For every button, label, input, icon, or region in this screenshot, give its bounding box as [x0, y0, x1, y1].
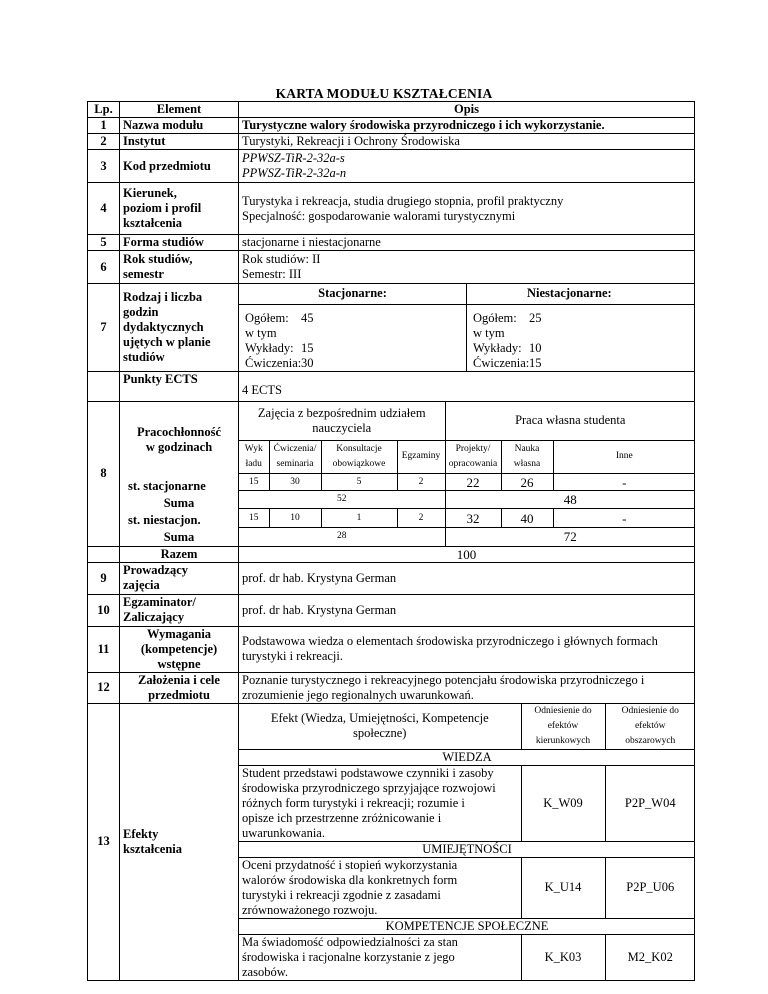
workload-col-header-cell-2: Konsultacje obowiązkowe: [321, 440, 397, 473]
competences-outcome-line: zasobów.: [242, 964, 289, 979]
workload-stationary-row: [239, 473, 695, 490]
area-ref-header: [605, 704, 695, 750]
section-knowledge: WIEDZA: [239, 749, 695, 765]
workload-columns-row: [239, 440, 695, 473]
knowledge-outcome: [239, 765, 521, 841]
value-requirements: [239, 626, 695, 672]
workload-niestac-cell-5: 40: [501, 509, 553, 527]
workload-niestac-cell-4: 32: [445, 509, 501, 527]
value-field-2: Specjalność: gospodarowanie walorami turystycznymi: [242, 208, 516, 223]
label-teacher: [120, 562, 239, 594]
label-hours: [120, 284, 239, 372]
lp-13: 13: [88, 703, 120, 980]
label-sum-nonstationary: Suma: [163, 529, 195, 544]
stac-exercises-value: 30: [301, 355, 314, 370]
stac-sum-direct: 52: [239, 491, 445, 509]
knowledge-outcome-line: uwarunkowania.: [242, 825, 325, 840]
header-direct-contact: Zajęcia z bezpośrednim udziałem nauczyciela: [239, 402, 445, 441]
row-9: [88, 562, 695, 594]
niestac-exercises-label: Ćwiczenia:: [473, 355, 530, 370]
stac-total-label: Ogółem:: [245, 310, 289, 325]
skills-field-ref: K_U14: [521, 857, 605, 918]
workload-stac-cell-1: 30: [269, 473, 321, 490]
competences-outcome-line: Ma świadomość odpowiedzialności za stan: [242, 934, 458, 949]
label-examiner-1: Egzaminator/: [123, 595, 196, 609]
value-total: 100: [239, 546, 695, 562]
label-field-2: poziom i profil: [123, 201, 202, 215]
outcome-header: [239, 704, 521, 750]
stationary-header: Stacjonarne:: [239, 284, 467, 304]
lp-11: 11: [88, 626, 120, 672]
skills-outcome: [239, 857, 521, 918]
lp-2: 2: [88, 134, 120, 150]
label-goals: [120, 672, 239, 703]
lp-12: 12: [88, 672, 120, 703]
module-card-table: [87, 101, 695, 981]
lp-ects: [88, 371, 120, 401]
workload-stac-cell-6: -: [553, 473, 695, 490]
niestac-total-label: Ogółem:: [473, 310, 517, 325]
row-10: [88, 594, 695, 626]
lp-9: 9: [88, 562, 120, 594]
area-ref-header-2: efektów: [634, 720, 666, 731]
row-razem: [88, 546, 695, 562]
label-requirements-3: wstępne: [157, 656, 201, 671]
workload-col-header-cell-5: Nauka własna: [501, 440, 553, 473]
competences-field-ref: K_K03: [521, 934, 605, 980]
knowledge-outcome-line: Student przedstawi podstawowe czynniki i zasoby: [242, 765, 494, 780]
lp-3: 3: [88, 150, 120, 183]
skills-outcome-line: walorów środowiska dla konkretnych form: [242, 872, 458, 887]
skills-outcome-line: zrównoważonego rozwoju.: [242, 902, 378, 917]
stac-lectures-value: 15: [301, 340, 314, 355]
label-hours-5: studiów: [123, 349, 165, 364]
label-sum-stationary: Suma: [163, 495, 195, 510]
hours-split-table: [239, 284, 694, 371]
workload-stac-cell-3: 2: [397, 473, 445, 490]
stac-exercises-label: Ćwiczenia:: [245, 355, 302, 370]
knowledge-outcome-line: opisze ich przestrzenne zróżnicowanie i: [242, 810, 442, 825]
label-hours-2: godzin: [123, 304, 159, 319]
competences-area-ref: M2_K02: [605, 934, 695, 980]
label-course-code: Kod przedmiotu: [120, 150, 239, 183]
label-stationary: st. stacjonarne: [128, 478, 206, 493]
lp-1: 1: [88, 118, 120, 134]
value-examiner: prof. dr hab. Krystyna German: [239, 594, 695, 626]
label-workload-2: w godzinach: [145, 440, 213, 454]
outcomes-grid: [239, 703, 695, 980]
value-goals-1: Poznanie turystycznego i rekreacyjnego potencjału środowiska przyrodniczego i: [242, 672, 645, 687]
label-requirements-1: Wymagania: [146, 626, 212, 641]
label-field: [120, 183, 239, 235]
label-hours-4: ujętych w planie: [123, 334, 211, 349]
header-lp: Lp.: [88, 102, 120, 118]
area-ref-header-1: Odniesienie do: [621, 705, 679, 716]
lp-4: 4: [88, 183, 120, 235]
nonstationary-hours: [467, 304, 695, 371]
label-study-form: Forma studiów: [120, 235, 239, 251]
skills-outcome-line: Oceni przydatność i stopień wykorzystania: [242, 857, 458, 872]
field-ref-header: [521, 704, 605, 750]
row-7: [88, 284, 695, 372]
lp-10: 10: [88, 594, 120, 626]
label-hours-3: dydaktycznych: [123, 319, 204, 334]
value-year-2: Semestr: III: [242, 267, 302, 281]
course-code-s: PPWSZ-TiR-2-32a-s: [242, 151, 345, 165]
header-row: [88, 102, 695, 118]
value-teacher: prof. dr hab. Krystyna German: [239, 562, 695, 594]
row-2: [88, 134, 695, 150]
workload-col-header-cell-6: Inne: [553, 440, 695, 473]
workload-col-header-cell-0: Wyk ładu: [239, 440, 269, 473]
workload-stac-cell-5: 26: [501, 473, 553, 490]
area-ref-header-3: obszarowych: [625, 735, 676, 746]
workload-niestac-cell-0: 15: [239, 509, 269, 527]
label-total: Razem: [120, 546, 239, 562]
document-title: KARTA MODUŁU KSZTAŁCENIA: [275, 86, 493, 101]
label-requirements-2: (kompetencje): [140, 641, 218, 656]
competences-outcome-line: środowiska i racjonalne korzystanie z jego: [242, 949, 455, 964]
label-outcomes-2: kształcenia: [123, 841, 183, 856]
label-module-name: Nazwa modułu: [120, 118, 239, 134]
skills-area-ref: P2P_U06: [605, 857, 695, 918]
stac-sum-own: 48: [445, 491, 695, 509]
label-field-3: kształcenia: [123, 216, 183, 230]
label-year: [120, 251, 239, 284]
value-institute: Turystyki, Rekreacji i Ochrony Środowiska: [239, 134, 695, 150]
knowledge-outcome-line: różnych form turystyki i rekreacji; rozumie i: [242, 795, 465, 810]
workload-col-header-cell-3: Egzaminy: [397, 440, 445, 473]
workload-nonstationary-row: [239, 509, 695, 527]
course-code-n: PPWSZ-TiR-2-32a-n: [242, 166, 347, 180]
value-hours: [239, 284, 695, 372]
value-field: [239, 183, 695, 235]
lp-razem: [88, 546, 120, 562]
value-year-1: Rok studiów: II: [242, 252, 321, 266]
competences-outcome: [239, 934, 521, 980]
label-nonstationary: st. niestacjon.: [128, 512, 201, 527]
label-requirements: [120, 626, 239, 672]
workload-stac-cell-2: 5: [321, 473, 397, 490]
workload-niestac-cell-3: 2: [397, 509, 445, 527]
row-ects: [88, 371, 695, 401]
value-goals-2: zrozumienie jego regionalnych uwarunkowań.: [242, 687, 474, 702]
workload-niestac-cell-1: 10: [269, 509, 321, 527]
outcomes-table: [239, 704, 695, 980]
workload-stac-cell-0: 15: [239, 473, 269, 490]
label-examiner: [120, 594, 239, 626]
knowledge-field-ref: K_W09: [521, 765, 605, 841]
value-field-1: Turystyka i rekreacja, studia drugiego stopnia, profil praktyczny: [242, 193, 564, 208]
niestac-exercises-value: 15: [529, 355, 542, 370]
outcome-header-1: Efekt (Wiedza, Umiejętności, Kompetencje: [270, 711, 489, 725]
nonstationary-header: Niestacjonarne:: [467, 284, 695, 304]
row-1: [88, 118, 695, 134]
header-own-work: Praca własna studenta: [445, 402, 695, 441]
value-study-form: stacjonarne i niestacjonarne: [239, 235, 695, 251]
skills-outcome-line: turystyki i rekreacji zgodnie z zasadami: [242, 887, 441, 902]
label-institute: Instytut: [120, 134, 239, 150]
row-11: [88, 626, 695, 672]
row-5: [88, 235, 695, 251]
label-teacher-1: Prowadzący: [123, 563, 189, 577]
row-4: [88, 183, 695, 235]
knowledge-area-ref: P2P_W04: [605, 765, 695, 841]
label-outcomes-1: Efekty: [123, 826, 159, 841]
label-workload: [120, 401, 239, 546]
niestac-lectures-label: Wykłady:: [473, 340, 522, 355]
value-course-code: [239, 150, 695, 183]
workload-table: [239, 402, 695, 546]
workload-niestac-cell-2: 1: [321, 509, 397, 527]
stac-lectures-label: Wykłady:: [245, 340, 294, 355]
label-goals-2: przedmiotu: [148, 687, 210, 702]
value-module-name: Turystyczne walory środowiska przyrodniczego i ich wykorzystanie.: [239, 118, 695, 134]
lp-7: 7: [88, 284, 120, 372]
field-ref-header-3: kierunkowych: [535, 735, 591, 746]
label-examiner-2: Zaliczający: [123, 610, 185, 624]
niestac-sum-direct: 28: [239, 527, 445, 545]
header-opis: Opis: [239, 102, 695, 118]
workload-col-header-cell-1: Ćwiczenia/ seminaria: [269, 440, 321, 473]
outcome-header-2: społeczne): [353, 726, 407, 740]
field-ref-header-1: Odniesienie do: [534, 705, 592, 716]
niestac-total-value: 25: [529, 310, 542, 325]
field-ref-header-2: efektów: [547, 720, 579, 731]
header-element: Element: [120, 102, 239, 118]
value-year: [239, 251, 695, 284]
section-competences: KOMPETENCJE SPOŁECZNE: [239, 918, 695, 934]
row-6: [88, 251, 695, 284]
section-skills: UMIEJĘTNOŚCI: [239, 841, 695, 857]
label-outcomes: [120, 703, 239, 980]
label-year-2: semestr: [123, 267, 164, 281]
row-8: [88, 401, 695, 546]
workload-col-header-cell-4: Projekty/ opracowania: [445, 440, 501, 473]
stac-including: w tym: [245, 325, 277, 340]
value-ects: 4 ECTS: [239, 371, 695, 401]
value-goals: [239, 672, 695, 703]
label-hours-1: Rodzaj i liczba: [123, 289, 203, 304]
row-13: [88, 703, 695, 980]
workload-stac-cell-4: 22: [445, 473, 501, 490]
lp-6: 6: [88, 251, 120, 284]
value-requirements-1: Podstawowa wiedza o elementach środowiska przyrodniczego i głównych formach: [242, 634, 658, 648]
label-field-1: Kierunek,: [123, 186, 177, 200]
label-teacher-2: zajęcia: [123, 578, 160, 592]
label-year-1: Rok studiów,: [123, 252, 193, 266]
knowledge-outcome-line: środowiska przyrodniczego sprzyjające rozwojowi: [242, 780, 496, 795]
label-ects: Punkty ECTS: [120, 371, 239, 401]
stationary-hours: [239, 304, 467, 371]
label-goals-1: Założenia i cele: [138, 672, 220, 687]
workload-niestac-cell-6: -: [553, 509, 695, 527]
niestac-sum-own: 72: [445, 527, 695, 545]
lp-8: 8: [88, 401, 120, 546]
workload-grid: [239, 401, 695, 546]
row-12: [88, 672, 695, 703]
value-requirements-2: turystyki i rekreacji.: [242, 649, 344, 663]
lp-5: 5: [88, 235, 120, 251]
row-3: [88, 150, 695, 183]
label-workload-1: Pracochłonność: [136, 425, 222, 439]
niestac-lectures-value: 10: [529, 340, 542, 355]
stac-total-value: 45: [301, 310, 314, 325]
niestac-including: w tym: [473, 325, 505, 340]
